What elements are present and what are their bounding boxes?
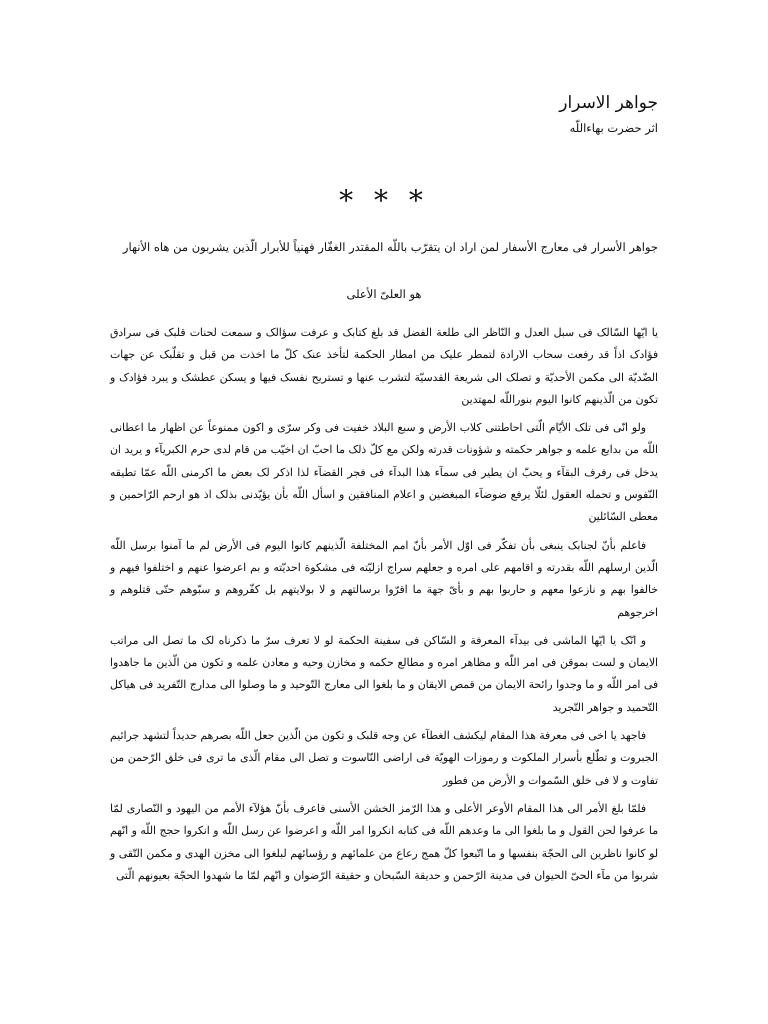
book-title: جواهر الاسرار [559,93,658,113]
paragraph: فاجهد یا اخی فی معرفة هذا المقام لیکشف الغطآء عن وجه قلبک و تکون من الّذین جعل اللّه بصرهم حدیداً لتشهد جرائیم الجبروت و تطّلع بأسرار الملکوت و رموزات الهویّة فی اراضی النّاسوت و تصل الی مقام الّذی ما تری فی خلق الرّحمن من تفاوت و لا فی خلق السّموات و الأرض من فطور [110,729,658,787]
paragraph: یا ایّها السّالک فی سبل العدل و النّاظر الی طلعة الفضل قد بلغ کتابک و عرفت سؤالک و سمعت لحنات قلبک فی سرادق فؤادک اذاً قد رفعت سحاب الارادة لتمطر علیک من امطار الحکمة لتأخذ عنک کلّ ما اخذت من قبل و تقلّبک عن جهات الضّدیّة الی مکمن الأحدیّة و تصلک الی شریعة القدسیّة لتشرب عنها و تستریح نفسک فیها و یسکن عطشک و یبرد فؤادک و تکون من الّذینهم کانوا الیوم بنوراللّه لمهتدین [110,326,658,406]
paragraph: و انّک یا ایّها الماشی فی بیدآء المعرفة و السّاکن فی سفینة الحکمة لو لا تعرف سرّ ما ذکرناه لک ما تصل الی مراتب الایمان و لست بموقن فی امر اللّه و مظاهر امره و مطالع حکمه و مخازن وحیه و معادن علمه و تکون من الّذین ما جاهدوا فی امر اللّه و ما وجدوا رائحة الایمان من قمص الایقان و ما بلغوا الی معارج التّوحید و ما وصلوا الی مدارج التّفرید فی هیاکل التّحمید و جواهر التّجرید [110,633,658,714]
body-text [110,322,658,893]
paragraph: فلمّا بلغ الأمر الی هذا المقام الأوعر الأعلی و هذا الرّمز الخشن الأسنی فاعرف بأنّ هؤلآء الأمم من الیهود و النّصاری لمّا ما عرفوا لحن القول و ما بلغوا الی ما وعدهم اللّه فی کتابه انکروا امر اللّه و اعرضوا عن رسل اللّه و انکروا حجج اللّه و انّهم لو کانوا ناظرین الی الحجّة بنفسها و ما اتّبعوا کلّ همج رعاع من علمائهم و رؤسائهم لبلغوا الی مخزن الهدی و مکمن التّقی و شربوا من مآء الحیّ الحیوان فی مدینة الرّحمن و حدیقة السّبحان و حقیقة الرّضوان و انّهم لمّا ما شهدوا الحجّة بعیونهم الّتی [110,801,658,882]
section-separator: * * * [339,184,429,217]
book-author: اثر حضرت بهاءاللّه [569,121,658,135]
invocation-heading: هو العلیّ الأعلی [346,287,422,301]
paragraph: ولو انّی فی تلک الأیّام الّتی احاطتنی کلاب الأرض و سبع البلاد خفیت فی وکر سرّی و اکون ممنوعاً عن اظهار ما اعطانی اللّه من بدایع علمه و جواهر حکمته و شؤونات قدرته ولکن مع کلّ ذلک ما احبّ ان اخیّب من قام لدی حرم الکبریآء و یرید ان یدخل فی رفرف البقآء و یحبّ ان یطیر فی سمآء هذا البدآء فی فجر القضآء لذا اذکر لک بعض ما اکرمنی اللّه عمّا تطیقه النّفوس و تحمله العقول لئلّا یرفع ضوضآء المبغضین و اعلام المنافقین و اسأل اللّه بأن یؤیّدنی بذلک اذ هو ارحم الرّاحمین و معطی السّائلین [110,421,658,524]
paragraph: فاعلم بأنّ لجنابک ینبغی بأن تفکّر فی اوّل الأمر بأنّ امم المختلفة الّذینهم کانوا الیوم فی الأرض لم ما آمنوا برسل اللّه الّذین ارسلهم اللّه بقدرته و اقامهم علی امره و جعلهم سراج ازلیّته فی مشکوة احدیّته و بم اعرضوا عنهم و اختلفوا فیهم و خالفوا بهم و نازعوا معهم و حاربوا بهم و بأیّ جهة ما اقرّوا برسالتهم و لا بولایتهم بل کفّروهم و سبّوهم حتّی قتلوهم و اخرجوهم [110,538,658,619]
intro-line: جواهر الأسرار فی معارج الأسفار لمن اراد ان یتقرّب باللّه المقتدر الغفّار فهنیاً للأبرار الّذین یشربون من هاه الأنهار [122,240,658,254]
